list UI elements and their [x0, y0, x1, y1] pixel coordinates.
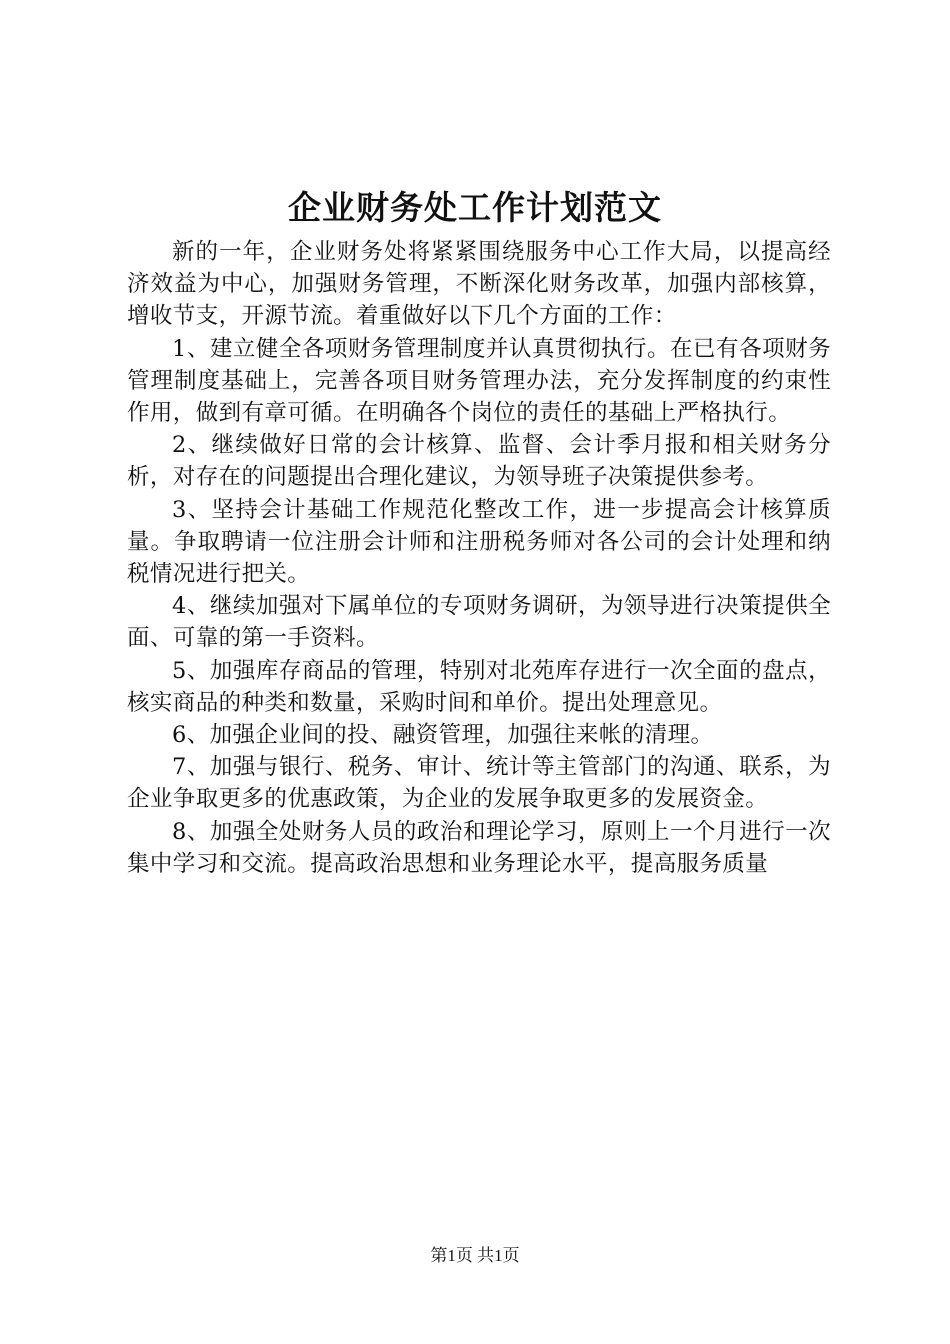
document-body	[127, 236, 831, 880]
item-paragraph-5: 5、加强库存商品的管理，特别对北苑库存进行一次全面的盘点，核实商品的种类和数量，采购时间和单价。提出处理意见。	[127, 657, 831, 716]
item-paragraph-4: 4、继续加强对下属单位的专项财务调研，为领导进行决策提供全面、可靠的第一手资料。	[127, 593, 831, 652]
item-paragraph-3: 3、坚持会计基础工作规范化整改工作，进一步提高会计核算质量。争取聘请一位注册会计师和注册税务师对各公司的会计处理和纳税情况进行把关。	[127, 496, 831, 588]
item-paragraph-8: 8、加强全处财务人员的政治和理论学习，原则上一个月进行一次集中学习和交流。提高政治思想和业务理论水平，提高服务质量	[127, 818, 831, 877]
intro-paragraph: 新的一年，企业财务处将紧紧围绕服务中心工作大局，以提高经济效益为中心，加强财务管理，不断深化财务改革，加强内部核算，增收节支，开源节流。着重做好以下几个方面的工作：	[127, 239, 831, 330]
item-paragraph-6: 6、加强企业间的投、融资管理，加强往来帐的清理。	[172, 722, 714, 749]
item-paragraph-7: 7、加强与银行、税务、审计、统计等主管部门的沟通、联系，为企业争取更多的优惠政策，为企业的发展争取更多的发展资金。	[127, 754, 831, 813]
page-number-footer: 第1页 共1页	[430, 1246, 520, 1265]
document-title: 企业财务处工作计划范文	[288, 188, 662, 227]
item-paragraph-2: 2、继续做好日常的会计核算、监督、会计季月报和相关财务分析，对存在的问题提出合理化建议，为领导班子决策提供参考。	[127, 432, 831, 491]
item-paragraph-1: 1、建立健全各项财务管理制度并认真贯彻执行。在已有各项财务管理制度基础上，完善各项目财务管理办法，充分发挥制度的约束性作用，做到有章可循。在明确各个岗位的责任的基础上严格执行。	[127, 335, 831, 427]
